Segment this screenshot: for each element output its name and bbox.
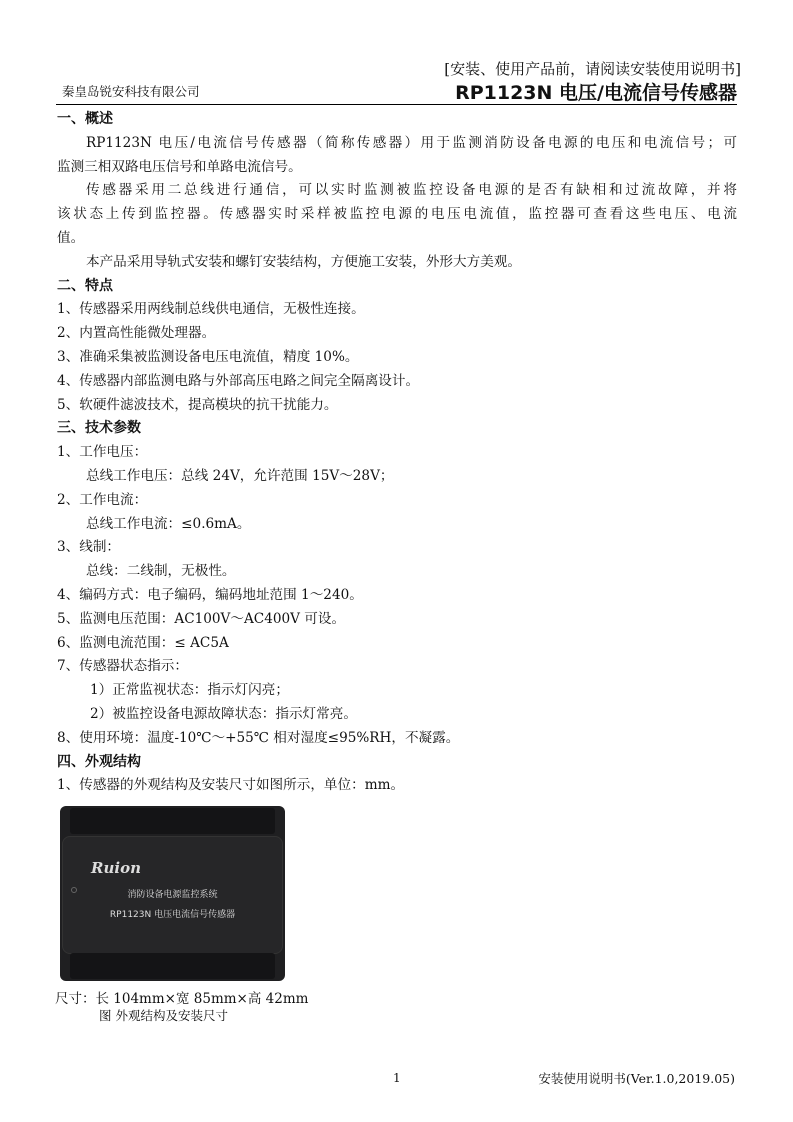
bottom-rail	[70, 953, 275, 979]
section-heading: 三、技术参数	[57, 420, 141, 437]
spec-line: 总线：二线制，无极性。	[86, 563, 236, 580]
spec-line: 8、使用环境：温度-10℃～+55℃ 相对湿度≤95%RH，不凝露。	[57, 729, 460, 746]
spec-line: 1）正常监视状态：指示灯闪亮；	[90, 682, 289, 699]
dimensions-text: 尺寸：长 104mm×宽 85mm×高 42mm	[55, 991, 309, 1007]
paragraph-line: 监测三相双路电压信号和单路电流信号。	[57, 158, 302, 175]
list-item: 2、内置高性能微处理器。	[57, 325, 216, 342]
paragraph-line: 该状态上传到监控器。传感器实时采样被监控电源的电压电流值，监控器可查看这些电压、电流	[57, 206, 737, 223]
spec-line: 6、监测电流范围：≤ AC5A	[57, 634, 229, 651]
paragraph-line: RP1123N 电压/电流信号传感器（简称传感器）用于监测消防设备电源的电压和电流信号；可	[86, 134, 737, 151]
spec-line: 2）被监控设备电源故障状态：指示灯常亮。	[90, 705, 357, 722]
section-heading: 一、概述	[57, 111, 113, 127]
header-note: [安装、使用产品前，请阅读安装使用说明书]	[444, 60, 741, 78]
spec-line: 5、监测电压范围：AC100V～AC400V 可设。	[57, 610, 346, 627]
paragraph-line: 本产品采用导轨式安装和螺钉安装结构，方便施工安装，外形大方美观。	[86, 253, 521, 270]
spec-line: 4、编码方式：电子编码，编码地址范围 1～240。	[57, 586, 363, 603]
company-name: 秦皇岛锐安科技有限公司	[62, 84, 200, 99]
spec-line: 总线工作电流：≤0.6mA。	[86, 515, 251, 532]
list-item: 1、传感器的外观结构及安装尺寸如图所示，单位：mm。	[57, 777, 405, 794]
document-body	[57, 108, 737, 798]
list-item: 5、软硬件滤波技术，提高模块的抗干扰能力。	[57, 396, 338, 413]
list-item: 4、传感器内部监测电路与外部高压电路之间完全隔离设计。	[57, 372, 420, 389]
list-item: 1、传感器采用两线制总线供电通信，无极性连接。	[57, 301, 365, 318]
paragraph-line: 值。	[57, 229, 85, 246]
panel-label: 消防设备电源监控系统	[127, 890, 218, 900]
version-footer: 安装使用说明书(Ver.1.0,2019.05)	[538, 1071, 735, 1086]
list-item: 3、准确采集被监测设备电压电流值，精度 10%。	[57, 348, 359, 365]
spec-line: 3、线制：	[57, 539, 121, 556]
spec-line: 2、工作电流：	[57, 491, 148, 508]
page-number: 1	[393, 1071, 401, 1085]
document-title: RP1123N 电压/电流信号传感器	[455, 82, 737, 104]
section-heading: 二、特点	[57, 277, 113, 294]
brand-logo: Ruion	[91, 859, 141, 877]
paragraph-line: 传感器采用二总线进行通信，可以实时监测被监控设备电源的是否有缺相和过流故障，并将	[86, 182, 737, 199]
front-panel	[62, 836, 283, 954]
top-rail	[70, 808, 275, 834]
product-photo	[60, 806, 285, 981]
spec-line: 1、工作电压：	[57, 444, 148, 461]
spec-line: 7、传感器状态指示：	[57, 658, 188, 675]
panel-label: RP1123N 电压电流信号传感器	[109, 910, 236, 920]
section-heading: 四、外观结构	[57, 753, 141, 770]
figure-caption: 图 外观结构及安装尺寸	[99, 1008, 228, 1023]
spec-line: 总线工作电压：总线 24V，允许范围 15V～28V；	[86, 467, 394, 484]
header-rule	[56, 104, 737, 105]
